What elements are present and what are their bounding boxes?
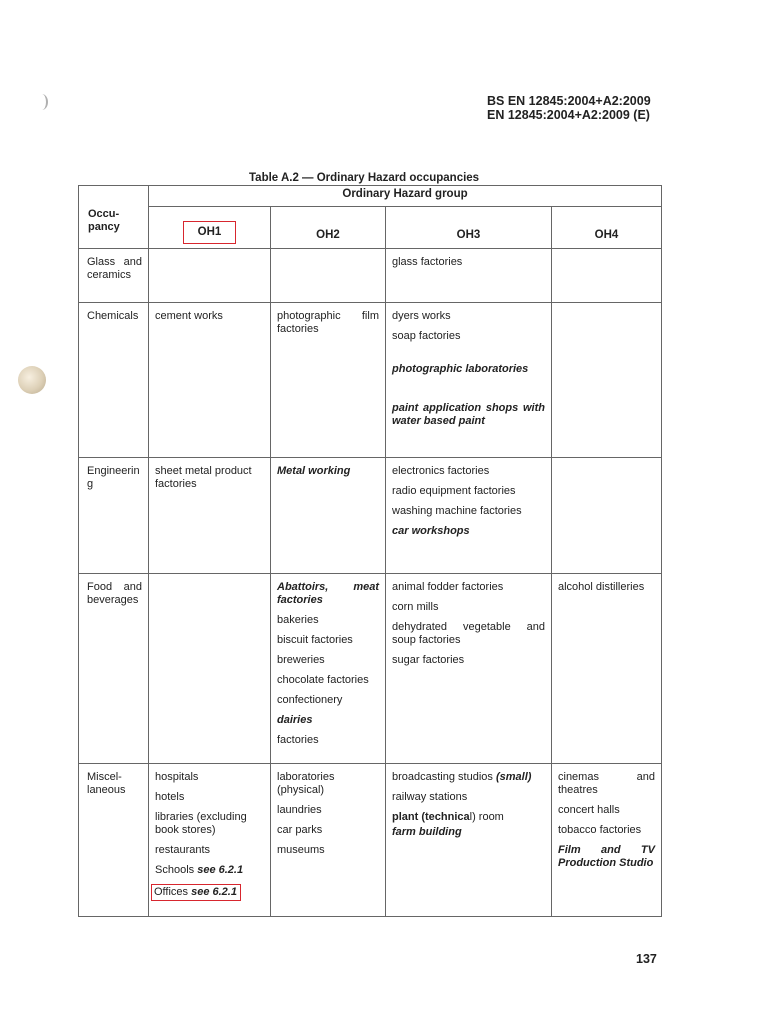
schools-text: Schools	[155, 864, 198, 876]
occupancy-label: Miscel- laneous	[87, 771, 126, 796]
list-item: car workshops	[392, 525, 470, 537]
schools-ref: see 6.2.1	[197, 864, 244, 876]
standard-reference-line1: BS EN 12845:2004+A2:2009	[487, 94, 651, 108]
standard-reference	[487, 94, 651, 122]
list-item: bakeries	[277, 614, 319, 626]
list-item: cinemas and theatres	[558, 771, 655, 796]
list-item: tobacco factories	[558, 824, 642, 836]
table-title: Table A.2 — Ordinary Hazard occupancies	[249, 172, 480, 184]
punch-hole	[18, 366, 46, 394]
table-row	[79, 249, 662, 303]
list-item: glass factories	[392, 256, 463, 268]
occupancy-label: Food and beverages	[87, 581, 142, 606]
oh4-header: OH4	[594, 229, 619, 241]
list-item: photographic laboratories	[392, 363, 529, 375]
list-item: chocolate factories	[277, 674, 369, 686]
list-item: libraries (excluding book stores)	[155, 811, 247, 836]
occupancy-label: Engineerin g	[87, 465, 140, 490]
offices-text: Offices	[154, 886, 192, 898]
list-item: corn mills	[392, 601, 439, 613]
list-item: dehydrated vegetable and soup factories	[392, 621, 545, 646]
list-item: confectionery	[277, 694, 343, 706]
occupancy-label: Glass and ceramics	[87, 256, 142, 281]
list-item: animal fodder factories	[392, 581, 504, 593]
offices-ref: see 6.2.1	[191, 886, 237, 898]
scan-mark	[36, 94, 48, 110]
oh1-header-highlighted: OH1	[183, 221, 237, 244]
list-item: railway stations	[392, 791, 468, 803]
oh3-header-cell	[386, 207, 552, 249]
oh2-header-cell	[271, 207, 386, 249]
list-item: soap factories	[392, 330, 461, 342]
list-item: factories	[277, 734, 319, 746]
list-item: washing machine factories	[392, 505, 522, 517]
list-item: Abattoirs, meat factories	[277, 581, 379, 606]
list-item-broadcasting	[392, 771, 545, 784]
list-item: sheet metal product factories	[155, 465, 252, 490]
occupancy-table	[78, 185, 662, 917]
occupancy-header-cell	[79, 186, 149, 249]
table-row	[79, 303, 662, 458]
plant-room-rest: l) room	[469, 811, 504, 823]
list-item: car parks	[277, 824, 323, 836]
table-row	[79, 458, 662, 574]
plant-room-bold: plant (technica	[392, 811, 470, 823]
occupancy-header: Occu- pancy	[88, 208, 120, 233]
offices-highlight	[151, 884, 241, 901]
list-item: radio equipment factories	[392, 485, 516, 497]
list-item: electronics factories	[392, 465, 490, 477]
list-item-offices	[155, 884, 264, 901]
list-item-plant-room	[392, 811, 545, 824]
list-item: alcohol distilleries	[558, 581, 645, 593]
table-row	[79, 764, 662, 917]
list-item: cement works	[155, 310, 223, 322]
list-item: concert halls	[558, 804, 620, 816]
occupancy-label: Chemicals	[87, 310, 139, 322]
list-item: paint application shops with water based paint	[392, 402, 545, 427]
list-item: photographic film factories	[277, 310, 379, 335]
list-item: restaurants	[155, 844, 211, 856]
list-item: dyers works	[392, 310, 451, 322]
list-item: laboratories (physical)	[277, 771, 335, 796]
group-header-cell	[149, 186, 662, 207]
group-header: Ordinary Hazard group	[342, 188, 468, 200]
standard-reference-line2: EN 12845:2004+A2:2009 (E)	[487, 108, 650, 122]
broadcasting-emph: (small)	[495, 771, 532, 783]
list-item: hotels	[155, 791, 185, 803]
list-item: biscuit factories	[277, 634, 353, 646]
oh1-header-cell	[149, 207, 271, 249]
list-item: Metal working	[277, 465, 351, 477]
oh2-header: OH2	[316, 229, 340, 241]
broadcasting-text: broadcasting studios	[392, 771, 496, 783]
list-item: laundries	[277, 804, 322, 816]
list-item: farm building	[392, 826, 462, 838]
list-item: hospitals	[155, 771, 199, 783]
list-item-schools	[155, 864, 264, 877]
oh3-header: OH3	[456, 229, 481, 241]
list-item: sugar factories	[392, 654, 465, 666]
table-row	[79, 574, 662, 764]
list-item: museums	[277, 844, 325, 856]
oh4-header-cell	[552, 207, 662, 249]
page-number: 137	[636, 952, 657, 966]
list-item: breweries	[277, 654, 325, 666]
list-item: dairies	[277, 714, 313, 726]
list-item: Film and TV Production Studio	[558, 844, 655, 869]
